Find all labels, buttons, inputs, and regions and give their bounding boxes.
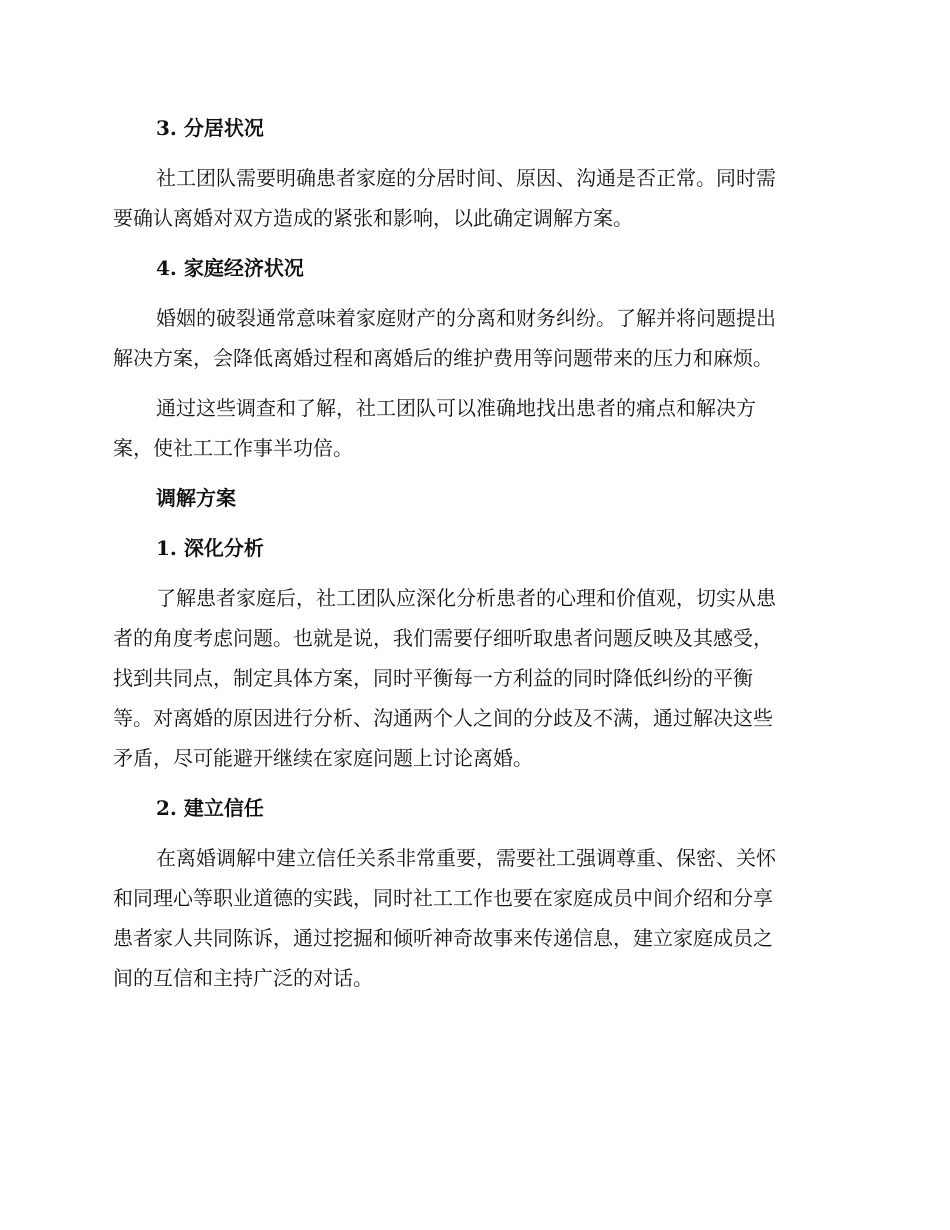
paragraph-summary — [113, 388, 833, 468]
paragraph-line: 案，使社工工作事半功倍。 — [113, 436, 353, 460]
paragraph-deep-analysis — [113, 578, 833, 778]
paragraph-finances — [113, 298, 833, 378]
paragraph-line: 患者家人共同陈诉，通过挖掘和倾听神奇故事来传递信息，建立家庭成员之 — [113, 926, 773, 950]
paragraph-separation — [113, 158, 833, 238]
paragraph-line: 和同理心等职业道德的实践，同时社工工作也要在家庭成员中间介绍和分享 — [113, 886, 773, 910]
paragraph-line: 在离婚调解中建立信任关系非常重要，需要社工强调尊重、保密、关怀 — [156, 846, 776, 870]
section-heading-deep-analysis: 1. 深化分析 — [156, 536, 264, 560]
paragraph-line: 解决方案，会降低离婚过程和离婚后的维护费用等问题带来的压力和麻烦。 — [113, 346, 773, 370]
paragraph-line: 要确认离婚对双方造成的紧张和影响，以此确定调解方案。 — [113, 206, 633, 230]
paragraph-line: 等。对离婚的原因进行分析、沟通两个人之间的分歧及不满，通过解决这些 — [113, 706, 773, 730]
document-body — [113, 108, 833, 1008]
section-heading-finances: 4. 家庭经济状况 — [156, 256, 304, 280]
section-heading-build-trust: 2. 建立信任 — [156, 796, 264, 820]
paragraph-line: 矛盾，尽可能避开继续在家庭问题上讨论离婚。 — [113, 746, 533, 770]
section-heading-separation: 3. 分居状况 — [156, 116, 264, 140]
paragraph-line: 社工团队需要明确患者家庭的分居时间、原因、沟通是否正常。同时需 — [156, 166, 776, 190]
paragraph-build-trust — [113, 838, 833, 998]
section-heading-mediation-plan: 调解方案 — [156, 486, 236, 510]
paragraph-line: 了解患者家庭后，社工团队应深化分析患者的心理和价值观，切实从患 — [156, 586, 776, 610]
paragraph-line: 间的互信和主持广泛的对话。 — [113, 966, 373, 990]
paragraph-line: 找到共同点，制定具体方案，同时平衡每一方利益的同时降低纠纷的平衡 — [113, 666, 753, 690]
paragraph-line: 者的角度考虑问题。也就是说，我们需要仔细听取患者问题反映及其感受， — [113, 626, 773, 650]
paragraph-line: 婚姻的破裂通常意味着家庭财产的分离和财务纠纷。了解并将问题提出 — [156, 306, 776, 330]
paragraph-line: 通过这些调查和了解，社工团队可以准确地找出患者的痛点和解决方 — [156, 396, 756, 420]
